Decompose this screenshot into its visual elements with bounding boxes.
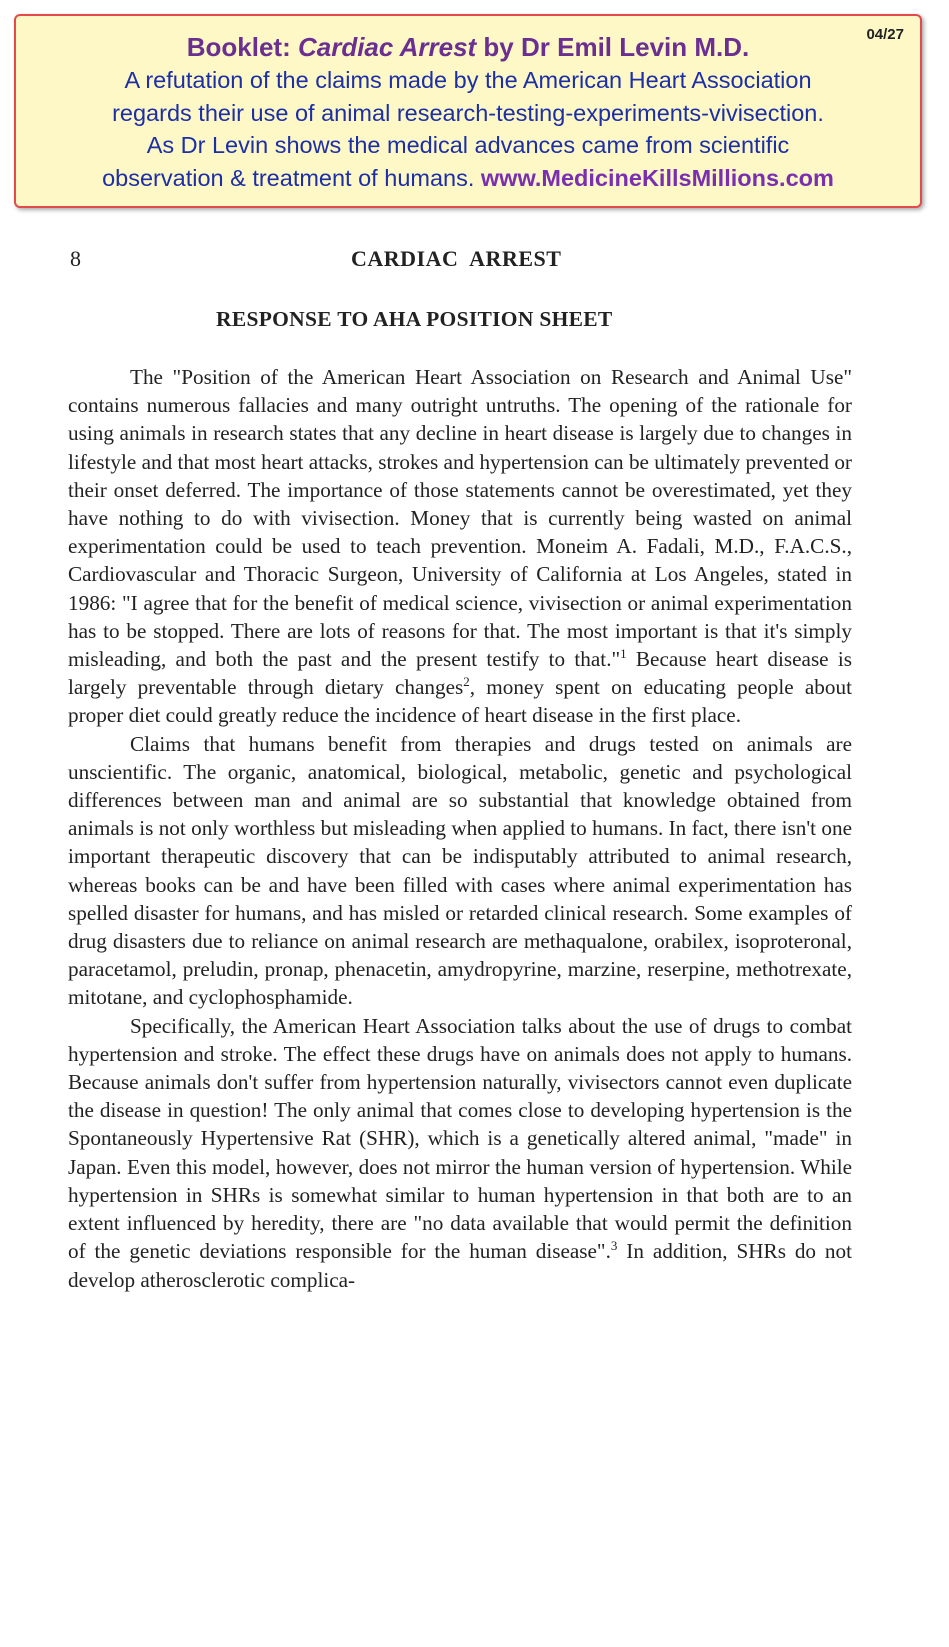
banner-description-line: A refutation of the claims made by the American Heart Association (124, 67, 812, 93)
footnote-marker: 3 (610, 1238, 618, 1254)
page-indicator: 04/27 (866, 26, 904, 43)
banner-description-text: observation & treatment of humans. (102, 164, 481, 191)
footnote-marker: 1 (620, 645, 627, 661)
banner-title-italic: Cardiac Arrest (297, 32, 477, 62)
paragraph-text: In addition, SHRs do not develop atherosclerotic complica- (68, 1239, 852, 1292)
paragraph-text: Specifically, the American Heart Association talks about the use of drugs to combat hypertension and stroke. The effect these drugs have on animals does not apply to humans. Because animals don't suffer from hypertension naturally, vivisectors cannot even duplicate the disease in question! The only animal that comes close to developing hypertension is the Spontaneously Hypertensive Rat (SHR), which is a genetically altered animal, "made" in Japan. Even this model, however, does not mirror the human version of hypertension. While hypertension in SHRs is somewhat similar to human hypertension in that both are to an extent influenced by heredity, there are "no data available that would permit the definition of the genetic deviations responsible for the human disease". (68, 1013, 852, 1264)
body-paragraph (68, 1012, 852, 1294)
running-title: CARDIAC ARREST (351, 246, 562, 271)
paragraph-text: , money spent on educating people about proper diet could greatly reduce the incidence of heart disease in the first place. (68, 675, 852, 728)
body-paragraph (68, 730, 852, 1012)
paragraph-text: The "Position of the American Heart Association on Research and Animal Use" contains numerous fallacies and many outright untruths. The opening of the rationale for using animals in research states that any decline in heart disease is largely due to changes in lifestyle and that most heart attacks, strokes and hypertension can be ultimately prevented or their onset deferred. The importance of those statements cannot be overestimated, yet they have nothing to do with vivisection. Money that is currently being wasted on animal experimentation could be used to teach prevention. Moneim A. Fadali, M.D., F.A.C.S., Cardiovascular and Thoracic Surgeon, University of California at Los Angeles, stated in 1986: "I agree that for the benefit of medical science, vivisection or animal experimentation has to be stopped. There are lots of reasons for that. The most important is that it's simply misleading, and both the past and the present testify to that." (68, 365, 852, 672)
website-link[interactable]: www.MedicineKillsMillions.com (480, 164, 834, 191)
body-paragraph (68, 363, 852, 730)
banner-title-suffix: by Dr Emil Levin M.D. (476, 32, 750, 62)
footnote-marker: 2 (463, 674, 470, 690)
body-text (68, 363, 852, 1294)
banner-description-line: As Dr Levin shows the medical advances came from scientific (146, 132, 790, 158)
banner-title-prefix: Booklet: (186, 32, 298, 62)
banner-description-line: regards their use of animal research-testing-experiments-vivisection. (112, 99, 824, 126)
paragraph-text: Because heart disease is largely preventable through dietary changes (68, 647, 852, 700)
paragraph-text: Claims that humans benefit from therapies and drugs tested on animals are unscientific. The organic, anatomical, biological, metabolic, genetic and psychological differences between man and animal are so substantial that knowledge obtained from animals is not only worthless but misleading when applied to humans. In fact, there isn't one important therapeutic discovery that can be indisputably attributed to animal research, whereas books can be and have been filled with cases where animal experimentation has spelled disaster for humans, and has misled or retarded clinical research. Some examples of drug disasters due to reliance on animal research are methaqualone, orabilex, isoproteronal, paracetamol, preludin, pronap, phenacetin, amydropyrine, marzine, reserpine, methotrexate, mitotane, and cyclophosphamide. (68, 731, 852, 1010)
page-number: 8 (70, 246, 82, 271)
section-heading: RESPONSE TO AHA POSITION SHEET (216, 307, 613, 331)
